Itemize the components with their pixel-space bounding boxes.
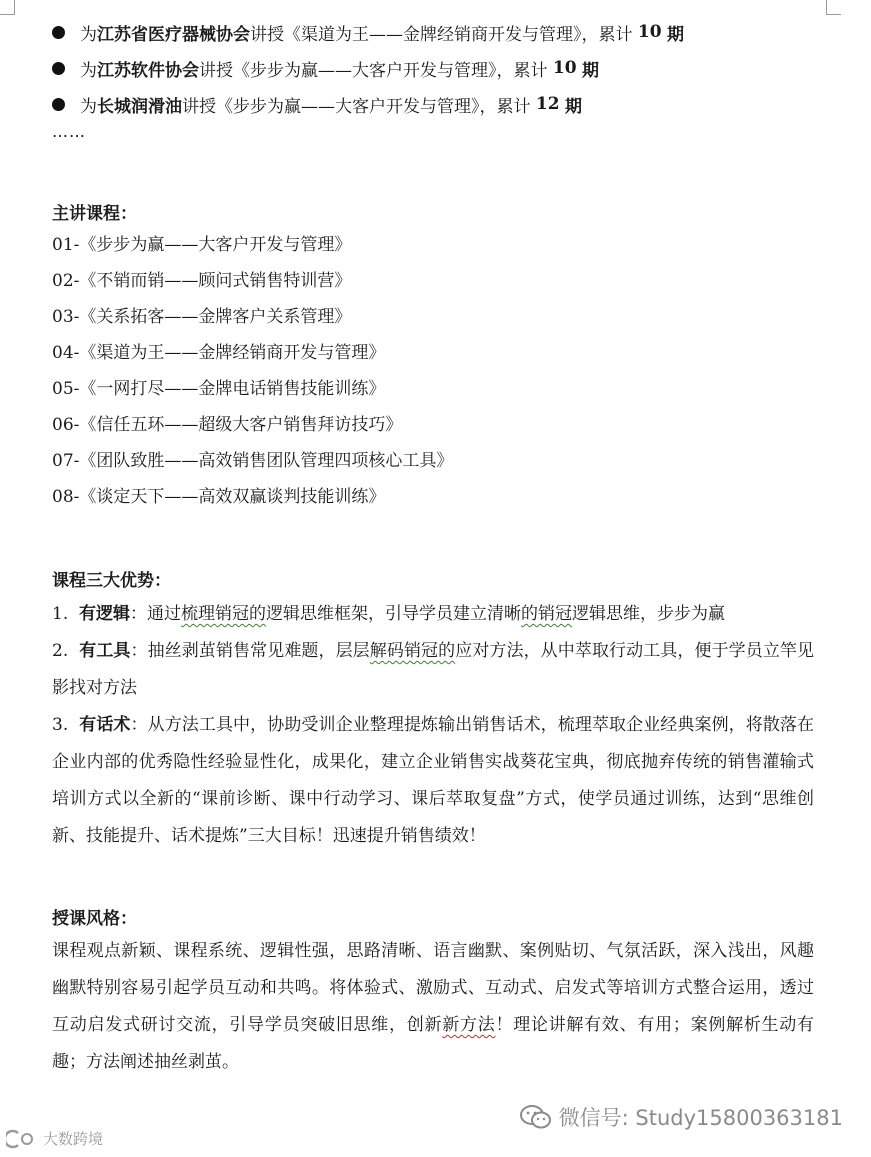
style-heading: 授课风格： xyxy=(52,909,137,929)
bullet-item: 为 江苏软件协会 讲授《步步为赢——大客户开发与管理》，累计 10 期 xyxy=(52,50,684,86)
advantage-title: 有逻辑 xyxy=(79,604,131,624)
advantage-item-1: 1. 有逻辑：通过梳理销冠的逻辑思维框架，引导学员建立清晰的销冠逻辑思维，步步为赢 xyxy=(52,604,726,624)
course-item: 03-《关系拓客——金牌客户关系管理》 xyxy=(52,307,352,327)
course-item: 04-《渠道为王——金牌经销商开发与管理》 xyxy=(52,343,386,363)
logo-text: 大数跨境 xyxy=(43,1130,104,1148)
bullet-dot-icon xyxy=(52,26,65,39)
course-item: 06-《信任五环——超级大客户销售拜访技巧》 xyxy=(52,415,403,435)
bullet-item: 为 长城润滑油 讲授《步步为赢——大客户开发与管理》，累计 12 期 xyxy=(52,86,684,122)
bullet-list xyxy=(52,14,684,122)
org-name: 长城润滑油 xyxy=(97,96,182,117)
courses-heading: 主讲课程： xyxy=(52,204,137,224)
course-item: 01-《步步为赢——大客户开发与管理》 xyxy=(52,235,352,255)
bullet-dot-icon xyxy=(52,62,65,75)
advantage-item-3: 3. 有话术：从方法工具中，协助受训企业整理提炼输出销售话术，梳理萃取企业经典案例，将散落在企业内部的优秀隐性经验显性化，成果化，建立企业销售实战葵花宝典，彻底抛弃传统的销售灌输式培训方式以全新的“课前诊断、课中行动学习、课后萃取复盘”方式，使学员通过训练，达到“思维创新、技能提升、话术提炼”三大目标！迅速提升销售绩效！ xyxy=(52,715,815,846)
wechat-watermark xyxy=(519,1102,843,1132)
page-corner-mark-top-left xyxy=(0,0,15,15)
advantage-title: 有工具 xyxy=(79,641,131,661)
advantage-title: 有话术 xyxy=(79,715,131,735)
watermark-text: 微信号: Study15800363181 xyxy=(558,1106,843,1130)
course-item: 05-《一网打尽——金牌电话销售技能训练》 xyxy=(52,379,386,399)
bullet-item: 为 江苏省医疗器械协会 讲授《渠道为王——金牌经销商开发与管理》，累计 10 期 xyxy=(52,14,684,50)
course-item: 07-《团队致胜——高效销售团队管理四项核心工具》 xyxy=(52,451,454,471)
style-paragraph: 课程观点新颖、课程系统、逻辑性强，思路清晰、语言幽默、案例贴切、气氛活跃，深入浅出，风趣幽默特别容易引起学员互动和共鸣。将体验式、激励式、互动式、启发式等培训方式整合运用，透过互动启发式研讨交流，引导学员突破旧思维，创新新方法！理论讲解有效、有用；案例解析生动有趣；方法阐述抽丝剥茧。 xyxy=(52,941,815,1072)
page-corner-mark-top-right xyxy=(826,0,841,15)
org-name: 江苏省医疗器械协会 xyxy=(97,24,250,45)
wechat-icon xyxy=(519,1103,553,1131)
ellipsis-text: …… xyxy=(52,122,86,141)
advantage-item-2: 2. 有工具：抽丝剥茧销售常见难题，层层解码销冠的应对方法，从中萃取行动工具，便于学员立竿见影找对方法 xyxy=(52,641,815,698)
course-list xyxy=(52,227,453,515)
course-item: 08-《谈定天下——高效双赢谈判技能训练》 xyxy=(52,487,386,507)
course-item: 02-《不销而销——顾问式销售特训营》 xyxy=(52,271,352,291)
bullet-dot-icon xyxy=(52,98,65,111)
brand-logo xyxy=(6,1128,103,1149)
advantages-heading: 课程三大优势： xyxy=(52,571,171,591)
org-name: 江苏软件协会 xyxy=(97,60,199,81)
logo-icon xyxy=(6,1129,40,1149)
